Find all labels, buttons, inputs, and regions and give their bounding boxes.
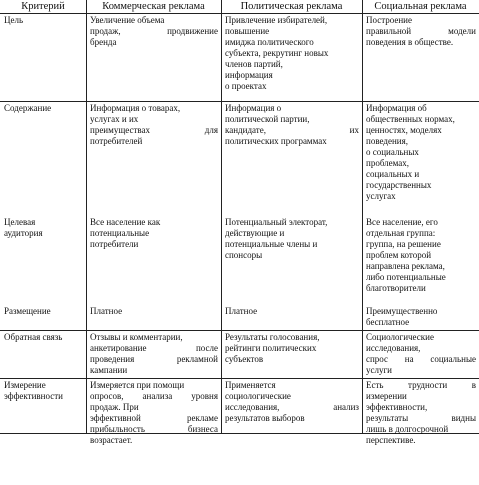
cell-commercial bbox=[90, 15, 218, 48]
cell-line: о проектах bbox=[225, 81, 267, 91]
cell-line: субъектов bbox=[225, 354, 264, 364]
cell-line: Применяется bbox=[225, 380, 276, 390]
cell-line: группа, на решение bbox=[366, 239, 441, 249]
cell-line: проведения рекламной bbox=[90, 354, 218, 364]
cell-line: Информация об bbox=[366, 103, 427, 113]
cell-criterion bbox=[4, 217, 83, 239]
cell-line: повышение bbox=[225, 26, 270, 36]
cell-line: измерении bbox=[366, 391, 407, 401]
cell-political bbox=[225, 103, 359, 147]
cell-line: Есть трудности в bbox=[366, 380, 476, 390]
cell-line: прибыльность бизнеса bbox=[90, 424, 218, 434]
cell-criterion bbox=[4, 380, 83, 402]
cell-line: бесплатное bbox=[366, 317, 410, 327]
cell-line: отдельная группа: bbox=[366, 228, 436, 238]
cell-line: кандидате, их bbox=[225, 125, 359, 135]
cell-line: спрос на социальные bbox=[366, 354, 476, 364]
cell-line: исследования, bbox=[366, 343, 421, 353]
cell-criterion bbox=[4, 103, 83, 114]
cell-social bbox=[366, 217, 476, 294]
cell-social bbox=[366, 380, 476, 446]
cell-social bbox=[366, 15, 476, 48]
cell-line: результаты видны bbox=[366, 413, 476, 423]
cell-line: правильной модели bbox=[366, 26, 476, 36]
cell-line: лишь в долгосрочной bbox=[366, 424, 449, 434]
cell-line: ценностях, моделях bbox=[366, 125, 442, 135]
cell-line: действующие и bbox=[225, 228, 285, 238]
cell-commercial bbox=[90, 103, 218, 147]
cell-line: преимуществах для bbox=[90, 125, 218, 135]
cell-line: эффективности, bbox=[366, 402, 428, 412]
cell-criterion bbox=[4, 15, 83, 26]
cell-line: результатов выборов bbox=[225, 413, 305, 423]
cell-line: потребителей bbox=[90, 136, 143, 146]
header-social: Социальная реклама bbox=[374, 1, 467, 12]
cell-commercial bbox=[90, 380, 218, 446]
cell-line: Размещение bbox=[4, 306, 51, 316]
cell-line: проблем которой bbox=[366, 250, 432, 260]
cell-social bbox=[366, 306, 476, 328]
cell-line: поведения, bbox=[366, 136, 408, 146]
header-criterion: Критерий bbox=[21, 1, 65, 12]
cell-social bbox=[366, 332, 476, 376]
cell-line: возрастает. bbox=[90, 435, 133, 445]
cell-line: Измеряется при помощи bbox=[90, 380, 185, 390]
cell-line: Обратная связь bbox=[4, 332, 63, 342]
column-divider bbox=[362, 0, 363, 433]
cell-line: Результаты голосования, bbox=[225, 332, 320, 342]
cell-line: исследования, анализ bbox=[225, 402, 359, 412]
cell-criterion bbox=[4, 332, 83, 343]
cell-line: услуги bbox=[366, 365, 392, 375]
cell-line: продаж. При bbox=[90, 402, 139, 412]
row-divider bbox=[0, 330, 479, 331]
cell-line: поведения в обществе. bbox=[366, 37, 454, 47]
cell-line: спонсоры bbox=[225, 250, 263, 260]
cell-political bbox=[225, 332, 359, 365]
cell-line: Отзывы и комментарии, bbox=[90, 332, 183, 342]
cell-line: Содержание bbox=[4, 103, 52, 113]
cell-line: Социологические bbox=[366, 332, 434, 342]
cell-commercial bbox=[90, 332, 218, 376]
cell-line: политических программах bbox=[225, 136, 327, 146]
cell-political bbox=[225, 15, 359, 92]
cell-line: социологические bbox=[225, 391, 291, 401]
cell-line: политической партии, bbox=[225, 114, 310, 124]
cell-line: Цель bbox=[4, 15, 24, 25]
cell-social bbox=[366, 103, 476, 202]
cell-line: опросов, анализа уровня bbox=[90, 391, 218, 401]
cell-commercial bbox=[90, 306, 218, 317]
cell-line: Информация о bbox=[225, 103, 282, 113]
cell-line: эффективной рекламе bbox=[90, 413, 218, 423]
cell-line: услугах и их bbox=[90, 114, 139, 124]
cell-line: направлена реклама, bbox=[366, 261, 445, 271]
cell-line: Увеличение объема bbox=[90, 15, 165, 25]
row-divider bbox=[0, 101, 479, 102]
cell-line: Потенциальный электорат, bbox=[225, 217, 328, 227]
cell-line: перспективе. bbox=[366, 435, 416, 445]
cell-line: потенциальные члены и bbox=[225, 239, 318, 249]
cell-line: Все население как bbox=[90, 217, 161, 227]
cell-line: членов партий, bbox=[225, 59, 283, 69]
cell-line: Платное bbox=[225, 306, 258, 316]
cell-line: бренда bbox=[90, 37, 117, 47]
column-divider bbox=[86, 0, 87, 433]
cell-line: кампании bbox=[90, 365, 128, 375]
cell-line: субъекта, рекрутинг новых bbox=[225, 48, 329, 58]
cell-political bbox=[225, 306, 359, 317]
cell-line: государственных bbox=[366, 180, 432, 190]
cell-line: либо потенциальные bbox=[366, 272, 446, 282]
row-divider bbox=[0, 13, 479, 14]
cell-line: Преимущественно bbox=[366, 306, 438, 316]
cell-line: общественных нормах, bbox=[366, 114, 455, 124]
cell-line: имиджа политического bbox=[225, 37, 314, 47]
cell-line: информация bbox=[225, 70, 273, 80]
cell-line: потенциальные bbox=[90, 228, 150, 238]
cell-line: услугах bbox=[366, 191, 396, 201]
cell-commercial bbox=[90, 217, 218, 250]
cell-line: продаж, продвижение bbox=[90, 26, 218, 36]
cell-line: Привлечение избирателей, bbox=[225, 15, 328, 25]
cell-line: анкетирование после bbox=[90, 343, 218, 353]
cell-line: рейтинги политических bbox=[225, 343, 317, 353]
cell-line: проблемах, bbox=[366, 158, 410, 168]
column-divider bbox=[221, 0, 222, 433]
cell-line: о социальных bbox=[366, 147, 419, 157]
header-political: Политическая реклама bbox=[240, 1, 343, 12]
cell-criterion bbox=[4, 306, 83, 317]
row-divider bbox=[0, 378, 479, 379]
cell-political bbox=[225, 380, 359, 424]
cell-line: Информация о товарах, bbox=[90, 103, 181, 113]
cell-line: социальных и bbox=[366, 169, 420, 179]
cell-line: благотворители bbox=[366, 283, 426, 293]
cell-line: аудитория bbox=[4, 228, 43, 238]
cell-line: эффективности bbox=[4, 391, 63, 401]
header-commercial: Коммерческая реклама bbox=[102, 1, 205, 12]
cell-line: Построение bbox=[366, 15, 412, 25]
cell-line: Целевая bbox=[4, 217, 36, 227]
cell-line: Все население, его bbox=[366, 217, 438, 227]
cell-political bbox=[225, 217, 359, 261]
cell-line: Измерение bbox=[4, 380, 46, 390]
cell-line: потребители bbox=[90, 239, 139, 249]
cell-line: Платное bbox=[90, 306, 123, 316]
